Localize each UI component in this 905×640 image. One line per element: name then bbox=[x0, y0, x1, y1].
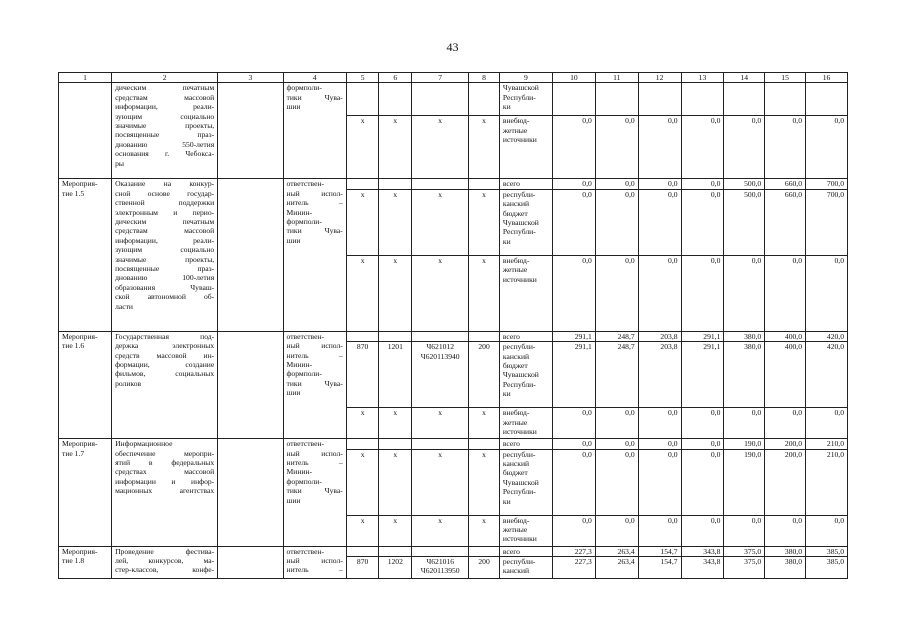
funding-source: республи- канский бюджет Чувашской Республи- ки bbox=[499, 342, 552, 408]
amount-year-7: 385,0 bbox=[806, 546, 848, 556]
budget-code-3 bbox=[412, 331, 469, 341]
budget-code-1 bbox=[346, 179, 379, 189]
budget-code-4 bbox=[469, 331, 500, 341]
budget-code-4 bbox=[469, 439, 500, 449]
amount-year-4: 343,8 bbox=[681, 546, 724, 556]
column-header-16: 16 bbox=[806, 73, 848, 83]
funding-source: внебюд- жетные источники bbox=[499, 116, 552, 179]
amount-year-2: 0,0 bbox=[595, 408, 638, 439]
budget-code-4 bbox=[469, 179, 500, 189]
goal-indicator bbox=[218, 439, 283, 546]
budget-code-3 bbox=[412, 546, 469, 556]
budget-code-4: x bbox=[469, 189, 500, 255]
amount-year-6: 380,0 bbox=[765, 546, 806, 556]
budget-code-2: x bbox=[379, 255, 412, 331]
measure-description: Информационное обеспечение меропри- ятий в федеральных средствах массовой информации и инфор- мационных агентствах bbox=[112, 439, 218, 546]
table-row bbox=[59, 546, 848, 556]
budget-code-2: x bbox=[379, 515, 412, 546]
amount-year-6 bbox=[765, 83, 806, 116]
goal-indicator bbox=[218, 546, 283, 578]
amount-year-3: 0,0 bbox=[638, 255, 681, 331]
amount-year-4: 0,0 bbox=[681, 116, 724, 179]
budget-code-4 bbox=[469, 546, 500, 556]
budget-code-4 bbox=[469, 83, 500, 116]
amount-year-7: 0,0 bbox=[806, 255, 848, 331]
measure-description: Проведение фестива- лей, конкурсов, ма- стер-классов, конфе- bbox=[112, 546, 218, 578]
column-header-3: 3 bbox=[218, 73, 283, 83]
budget-code-2: x bbox=[379, 449, 412, 515]
funding-source: всего bbox=[499, 179, 552, 189]
column-header-10: 10 bbox=[552, 73, 595, 83]
amount-year-7: 210,0 bbox=[806, 439, 848, 449]
amount-year-2: 0,0 bbox=[595, 255, 638, 331]
funding-source: всего bbox=[499, 331, 552, 341]
table-body bbox=[59, 73, 848, 579]
amount-year-4: 343,8 bbox=[681, 557, 724, 579]
amount-year-4: 0,0 bbox=[681, 179, 724, 189]
budget-code-2: x bbox=[379, 189, 412, 255]
amount-year-4: 291,1 bbox=[681, 342, 724, 408]
amount-year-4: 0,0 bbox=[681, 255, 724, 331]
amount-year-5: 380,0 bbox=[724, 342, 765, 408]
funding-source: всего bbox=[499, 546, 552, 556]
header-row bbox=[59, 73, 848, 83]
amount-year-3: 154,7 bbox=[638, 546, 681, 556]
budget-code-3: x bbox=[412, 449, 469, 515]
budget-code-1: x bbox=[346, 408, 379, 439]
budget-code-4: x bbox=[469, 408, 500, 439]
column-header-6: 6 bbox=[379, 73, 412, 83]
measure-name: Мероприя- тие 1.7 bbox=[59, 439, 112, 546]
column-header-2: 2 bbox=[112, 73, 218, 83]
budget-code-2 bbox=[379, 331, 412, 341]
column-header-15: 15 bbox=[765, 73, 806, 83]
amount-year-3: 0,0 bbox=[638, 116, 681, 179]
amount-year-1: 0,0 bbox=[552, 408, 595, 439]
column-header-11: 11 bbox=[595, 73, 638, 83]
amount-year-3: 0,0 bbox=[638, 515, 681, 546]
amount-year-7: 210,0 bbox=[806, 449, 848, 515]
amount-year-5: 0,0 bbox=[724, 408, 765, 439]
funding-source: республи- канский бюджет Чувашской Республи- ки bbox=[499, 449, 552, 515]
amount-year-1: 0,0 bbox=[552, 179, 595, 189]
amount-year-4 bbox=[681, 83, 724, 116]
budget-code-2 bbox=[379, 439, 412, 449]
amount-year-1: 291,1 bbox=[552, 342, 595, 408]
amount-year-1: 227,3 bbox=[552, 546, 595, 556]
budget-code-1 bbox=[346, 439, 379, 449]
amount-year-4: 0,0 bbox=[681, 439, 724, 449]
amount-year-1 bbox=[552, 83, 595, 116]
column-header-13: 13 bbox=[681, 73, 724, 83]
amount-year-3: 0,0 bbox=[638, 189, 681, 255]
funding-source: внебюд- жетные источники bbox=[499, 255, 552, 331]
budget-code-4: x bbox=[469, 255, 500, 331]
amount-year-4: 0,0 bbox=[681, 189, 724, 255]
column-header-12: 12 bbox=[638, 73, 681, 83]
amount-year-2: 0,0 bbox=[595, 189, 638, 255]
budget-code-3: Ч621016 Ч620113950 bbox=[412, 557, 469, 579]
amount-year-1: 291,1 bbox=[552, 331, 595, 341]
executor: формполи- тики Чува- шии bbox=[283, 83, 346, 179]
amount-year-6: 0,0 bbox=[765, 408, 806, 439]
budget-code-4: 200 bbox=[469, 342, 500, 408]
amount-year-5: 0,0 bbox=[724, 515, 765, 546]
amount-year-1: 0,0 bbox=[552, 255, 595, 331]
amount-year-1: 0,0 bbox=[552, 116, 595, 179]
amount-year-5: 375,0 bbox=[724, 546, 765, 556]
budget-code-1: x bbox=[346, 449, 379, 515]
amount-year-6: 0,0 bbox=[765, 515, 806, 546]
goal-indicator bbox=[218, 331, 283, 438]
amount-year-2: 0,0 bbox=[595, 439, 638, 449]
amount-year-3: 203,8 bbox=[638, 331, 681, 341]
amount-year-7: 0,0 bbox=[806, 408, 848, 439]
amount-year-2: 0,0 bbox=[595, 116, 638, 179]
budget-code-1: 870 bbox=[346, 557, 379, 579]
amount-year-7: 420,0 bbox=[806, 331, 848, 341]
amount-year-1: 227,3 bbox=[552, 557, 595, 579]
budget-code-2 bbox=[379, 546, 412, 556]
amount-year-2: 263,4 bbox=[595, 557, 638, 579]
executor: ответствен- ный испол- нитель – bbox=[283, 546, 346, 578]
measure-name: Мероприя- тие 1.6 bbox=[59, 331, 112, 438]
amount-year-6: 400,0 bbox=[765, 331, 806, 341]
budget-code-4: x bbox=[469, 449, 500, 515]
executor: ответствен- ный испол- нитель – Минин- формполи- тики Чува- шии bbox=[283, 331, 346, 438]
budget-code-1: x bbox=[346, 189, 379, 255]
amount-year-7: 700,0 bbox=[806, 189, 848, 255]
page-number: 43 bbox=[446, 40, 459, 54]
amount-year-5: 190,0 bbox=[724, 439, 765, 449]
measure-name: Мероприя- тие 1.8 bbox=[59, 546, 112, 578]
amount-year-6: 400,0 bbox=[765, 342, 806, 408]
amount-year-3: 0,0 bbox=[638, 439, 681, 449]
amount-year-1: 0,0 bbox=[552, 515, 595, 546]
measure-name: Мероприя- тие 1.5 bbox=[59, 179, 112, 331]
budget-code-1: 870 bbox=[346, 342, 379, 408]
funding-source: Чувашской Республи- ки bbox=[499, 83, 552, 116]
amount-year-5: 375,0 bbox=[724, 557, 765, 579]
amount-year-3 bbox=[638, 83, 681, 116]
amount-year-4: 291,1 bbox=[681, 331, 724, 341]
column-header-5: 5 bbox=[346, 73, 379, 83]
amount-year-7 bbox=[806, 83, 848, 116]
amount-year-3: 203,8 bbox=[638, 342, 681, 408]
budget-code-2 bbox=[379, 179, 412, 189]
table-row bbox=[59, 83, 848, 116]
funding-source: внебюд- жетные источники bbox=[499, 515, 552, 546]
amount-year-4: 0,0 bbox=[681, 408, 724, 439]
budget-code-3: x bbox=[412, 116, 469, 179]
amount-year-2: 0,0 bbox=[595, 449, 638, 515]
amount-year-4: 0,0 bbox=[681, 515, 724, 546]
budget-code-1 bbox=[346, 331, 379, 341]
amount-year-7: 420,0 bbox=[806, 342, 848, 408]
budget-code-3: x bbox=[412, 515, 469, 546]
budget-code-3 bbox=[412, 179, 469, 189]
budget-code-4: 200 bbox=[469, 557, 500, 579]
budget-code-1: x bbox=[346, 255, 379, 331]
amount-year-6: 200,0 bbox=[765, 439, 806, 449]
amount-year-5 bbox=[724, 83, 765, 116]
budget-code-2 bbox=[379, 83, 412, 116]
budget-code-2: x bbox=[379, 408, 412, 439]
amount-year-5: 0,0 bbox=[724, 116, 765, 179]
column-header-7: 7 bbox=[412, 73, 469, 83]
funding-source: республи- канский бюджет Чувашской Республи- ки bbox=[499, 189, 552, 255]
table-row bbox=[59, 439, 848, 449]
amount-year-2: 263,4 bbox=[595, 546, 638, 556]
amount-year-7: 0,0 bbox=[806, 515, 848, 546]
amount-year-2: 248,7 bbox=[595, 342, 638, 408]
funding-source: внебюд- жетные источники bbox=[499, 408, 552, 439]
executor: ответствен- ный испол- нитель – Минин- формполи- тики Чува- шии bbox=[283, 179, 346, 331]
amount-year-7: 700,0 bbox=[806, 179, 848, 189]
amount-year-3: 0,0 bbox=[638, 179, 681, 189]
amount-year-5: 500,0 bbox=[724, 189, 765, 255]
budget-code-3: x bbox=[412, 189, 469, 255]
budget-code-3 bbox=[412, 439, 469, 449]
column-header-14: 14 bbox=[724, 73, 765, 83]
amount-year-3: 0,0 bbox=[638, 408, 681, 439]
amount-year-3: 154,7 bbox=[638, 557, 681, 579]
amount-year-5: 190,0 bbox=[724, 449, 765, 515]
amount-year-1: 0,0 bbox=[552, 449, 595, 515]
amount-year-7: 385,0 bbox=[806, 557, 848, 579]
budget-code-3 bbox=[412, 83, 469, 116]
budget-code-1: x bbox=[346, 515, 379, 546]
budget-code-3: x bbox=[412, 255, 469, 331]
column-header-1: 1 bbox=[59, 73, 112, 83]
amount-year-3: 0,0 bbox=[638, 449, 681, 515]
amount-year-5: 500,0 bbox=[724, 179, 765, 189]
amount-year-6: 0,0 bbox=[765, 116, 806, 179]
amount-year-6: 0,0 bbox=[765, 255, 806, 331]
amount-year-6: 200,0 bbox=[765, 449, 806, 515]
amount-year-1: 0,0 bbox=[552, 189, 595, 255]
column-header-4: 4 bbox=[283, 73, 346, 83]
amount-year-5: 380,0 bbox=[724, 331, 765, 341]
funding-source: республи- канский bbox=[499, 557, 552, 579]
budget-code-2: 1202 bbox=[379, 557, 412, 579]
amount-year-2: 0,0 bbox=[595, 515, 638, 546]
amount-year-2: 0,0 bbox=[595, 179, 638, 189]
amount-year-7: 0,0 bbox=[806, 116, 848, 179]
budget-code-1: x bbox=[346, 116, 379, 179]
amount-year-2 bbox=[595, 83, 638, 116]
amount-year-5: 0,0 bbox=[724, 255, 765, 331]
budget-code-4: x bbox=[469, 515, 500, 546]
budget-code-1 bbox=[346, 546, 379, 556]
amount-year-6: 380,0 bbox=[765, 557, 806, 579]
amount-year-4: 0,0 bbox=[681, 449, 724, 515]
table-row bbox=[59, 331, 848, 341]
amount-year-2: 248,7 bbox=[595, 331, 638, 341]
measure-description: Государственная под- держка электронных средств массовой ин- формации, создание фильмов, социальных роликов bbox=[112, 331, 218, 438]
budget-code-4: x bbox=[469, 116, 500, 179]
budget-table bbox=[58, 72, 848, 579]
budget-code-2: x bbox=[379, 116, 412, 179]
measure-description: дическим печатным средствам массовой информации, реали- зующим социально значимые проекты, посвященные праз- днованию 550-летия основания г. Чебокса- ры bbox=[112, 83, 218, 179]
budget-code-3: Ч621012 Ч620113940 bbox=[412, 342, 469, 408]
budget-code-3: x bbox=[412, 408, 469, 439]
amount-year-6: 660,0 bbox=[765, 179, 806, 189]
executor: ответствен- ный испол- нитель – Минин- формполи- тики Чува- шии bbox=[283, 439, 346, 546]
column-header-8: 8 bbox=[469, 73, 500, 83]
measure-description: Оказание на конкур- сной основе государ- ственной поддержки электронным и перио- дическим печатным средствам массовой информации, реали- зующим социально значимые проекты, посвященные праз- днованию 100-летия образования Чуваш- ской автономной об- ласти bbox=[112, 179, 218, 331]
budget-code-1 bbox=[346, 83, 379, 116]
amount-year-1: 0,0 bbox=[552, 439, 595, 449]
budget-code-2: 1201 bbox=[379, 342, 412, 408]
goal-indicator bbox=[218, 179, 283, 331]
amount-year-6: 660,0 bbox=[765, 189, 806, 255]
goal-indicator bbox=[218, 83, 283, 179]
measure-name bbox=[59, 83, 112, 179]
column-header-9: 9 bbox=[499, 73, 552, 83]
table-row bbox=[59, 179, 848, 189]
funding-source: всего bbox=[499, 439, 552, 449]
